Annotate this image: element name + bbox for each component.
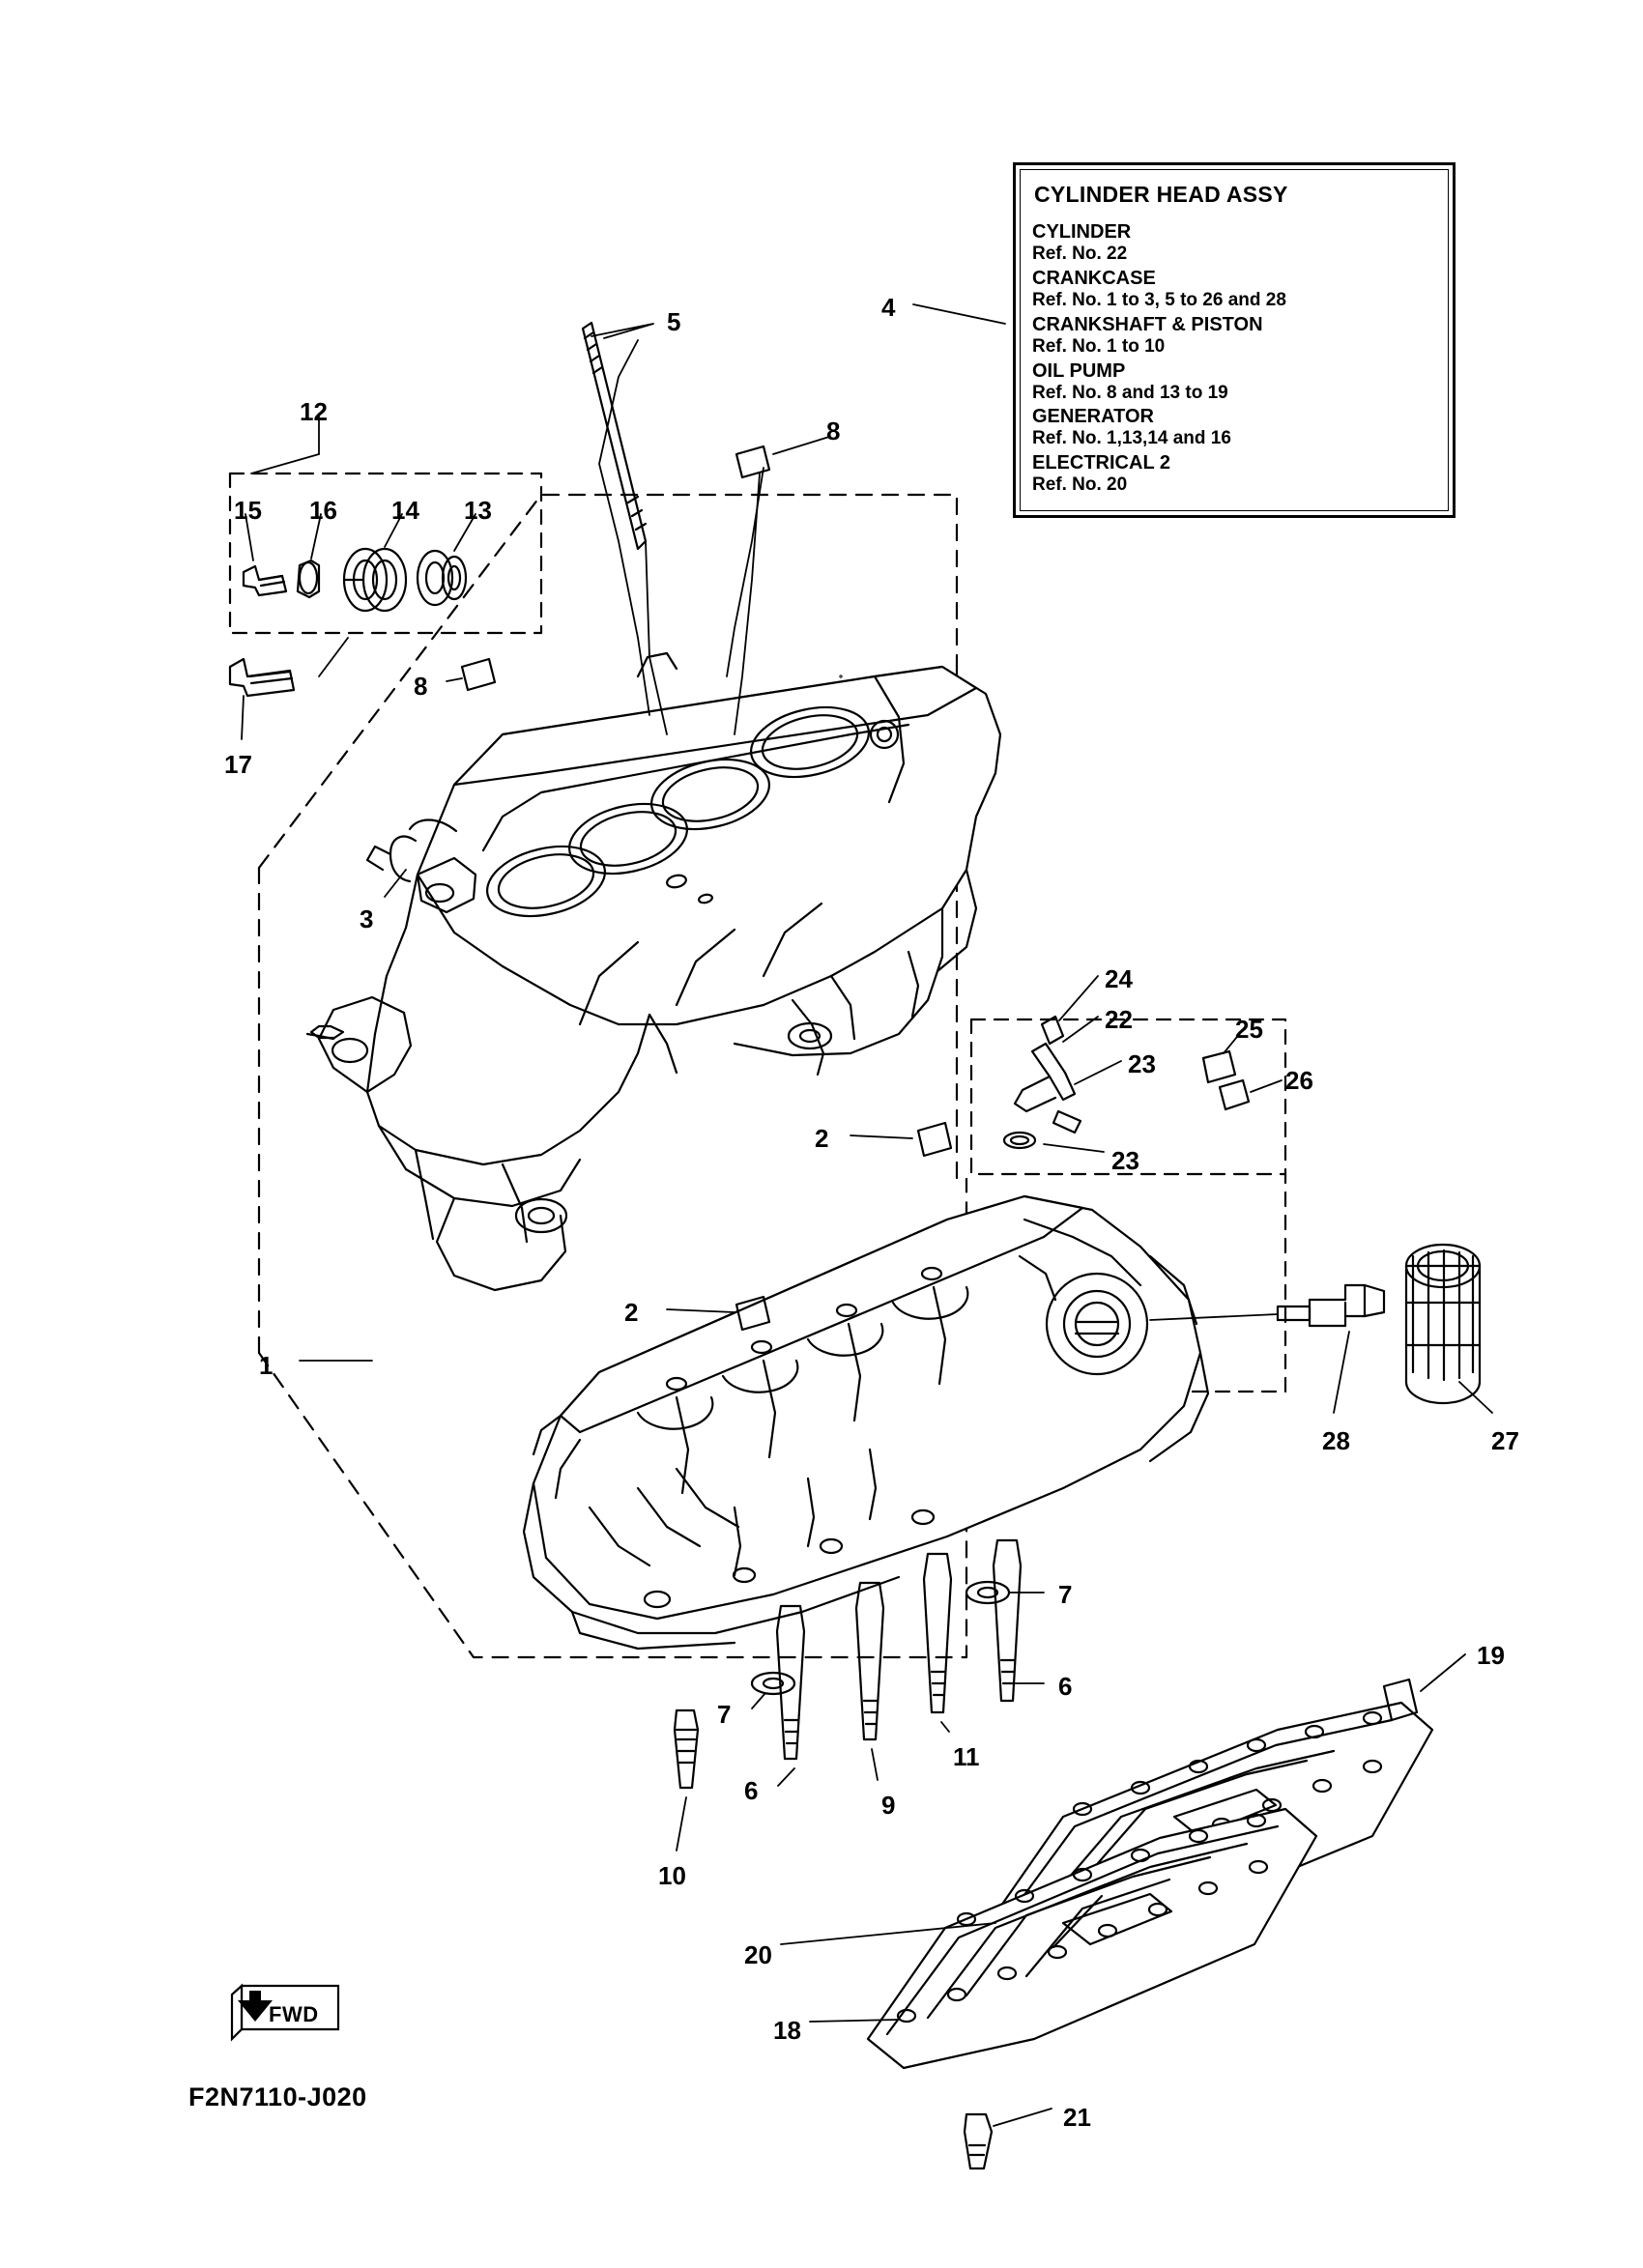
callout-2: 2 <box>624 1298 639 1327</box>
dowel-pin-8a <box>736 446 769 477</box>
callout-23: 23 <box>1111 1146 1139 1175</box>
callout-26: 26 <box>1285 1066 1313 1095</box>
callout-23: 23 <box>1128 1049 1156 1078</box>
callout-8: 8 <box>414 672 428 701</box>
legend-group <box>1032 221 1436 265</box>
legend-group-ref: Ref. No. 20 <box>1032 474 1128 496</box>
dowel-pin-2a <box>918 1123 951 1156</box>
dowel-pin-26 <box>1220 1080 1249 1109</box>
callout-1: 1 <box>259 1351 274 1380</box>
callout-16: 16 <box>309 496 337 525</box>
bolt-6b <box>994 1540 1021 1701</box>
legend-group-ref: Ref. No. 8 and 13 to 19 <box>1032 382 1228 403</box>
dowel-pin-25 <box>1203 1051 1235 1082</box>
legend-title: CYLINDER HEAD ASSY <box>1034 182 1288 207</box>
cylinder-block-casting <box>307 653 1000 1290</box>
callout-7: 7 <box>717 1700 732 1729</box>
washer-7a <box>966 1582 1009 1603</box>
callout-20: 20 <box>744 1940 772 1969</box>
legend-group-ref: Ref. No. 22 <box>1032 244 1128 264</box>
legend-group-name: CYLINDER <box>1032 221 1132 243</box>
fwd-label: FWD <box>269 2002 319 2026</box>
callout-13: 13 <box>464 496 492 525</box>
callout-6: 6 <box>744 1776 759 1805</box>
legend-group <box>1032 452 1436 496</box>
callout-22: 22 <box>1105 1005 1133 1034</box>
washer-7b <box>752 1673 794 1694</box>
callout-24: 24 <box>1105 964 1133 993</box>
legend-group <box>1032 360 1436 404</box>
callout-15: 15 <box>234 496 262 525</box>
part-long-stud <box>583 323 646 549</box>
callout-6: 6 <box>1058 1672 1073 1701</box>
group-outline-oilpump <box>230 474 541 633</box>
callout-19: 19 <box>1477 1641 1505 1670</box>
dowel-pin-8b <box>462 659 495 690</box>
legend-group-name: ELECTRICAL 2 <box>1032 452 1170 474</box>
bolt-10 <box>675 1710 698 1788</box>
legend-group <box>1032 268 1436 311</box>
legend-group-ref: Ref. No. 1 to 10 <box>1032 335 1166 357</box>
callout-14: 14 <box>391 496 419 525</box>
callout-25: 25 <box>1235 1015 1263 1044</box>
part-code-label: F2N7110-J020 <box>188 2082 367 2111</box>
oil-filter <box>1406 1245 1480 1403</box>
callout-7: 7 <box>1058 1580 1073 1609</box>
legend-box <box>1013 162 1456 518</box>
legend-group <box>1032 406 1436 449</box>
callout-18: 18 <box>773 2016 801 2045</box>
callout-3: 3 <box>360 904 374 933</box>
callout-10: 10 <box>658 1861 686 1890</box>
legend-group-name: CRANKSHAFT & PISTON <box>1032 313 1263 335</box>
bolt-11 <box>924 1554 951 1712</box>
seal-group-parts <box>244 549 466 611</box>
callout-21: 21 <box>1063 2103 1091 2132</box>
legend-group-name: GENERATOR <box>1032 406 1154 428</box>
callout-9: 9 <box>881 1791 896 1820</box>
legend-group-name: CRANKCASE <box>1032 267 1156 289</box>
oil-jet-assembly <box>1004 1017 1081 1148</box>
callout-11: 11 <box>953 1742 980 1771</box>
callout-2: 2 <box>815 1124 829 1153</box>
bolt-9 <box>856 1583 883 1739</box>
bolt-6a <box>777 1606 804 1759</box>
legend-group-ref: Ref. No. 1 to 3, 5 to 26 and 28 <box>1032 289 1286 310</box>
callout-17: 17 <box>224 750 252 779</box>
callout-4: 4 <box>881 293 896 322</box>
callout-8: 8 <box>826 416 841 445</box>
legend-group-name: OIL PUMP <box>1032 359 1126 382</box>
filter-union-bolt <box>1278 1285 1384 1326</box>
callout-27: 27 <box>1491 1426 1519 1455</box>
callout-5: 5 <box>667 307 681 336</box>
crankcase-casting <box>524 1196 1208 1649</box>
bolt-17 <box>230 659 294 696</box>
callout-28: 28 <box>1322 1426 1350 1455</box>
callout-12: 12 <box>300 397 328 426</box>
bolt-21 <box>965 2114 992 2168</box>
legend-group <box>1032 314 1436 358</box>
legend-group-ref: Ref. No. 1,13,14 and 16 <box>1032 428 1231 449</box>
